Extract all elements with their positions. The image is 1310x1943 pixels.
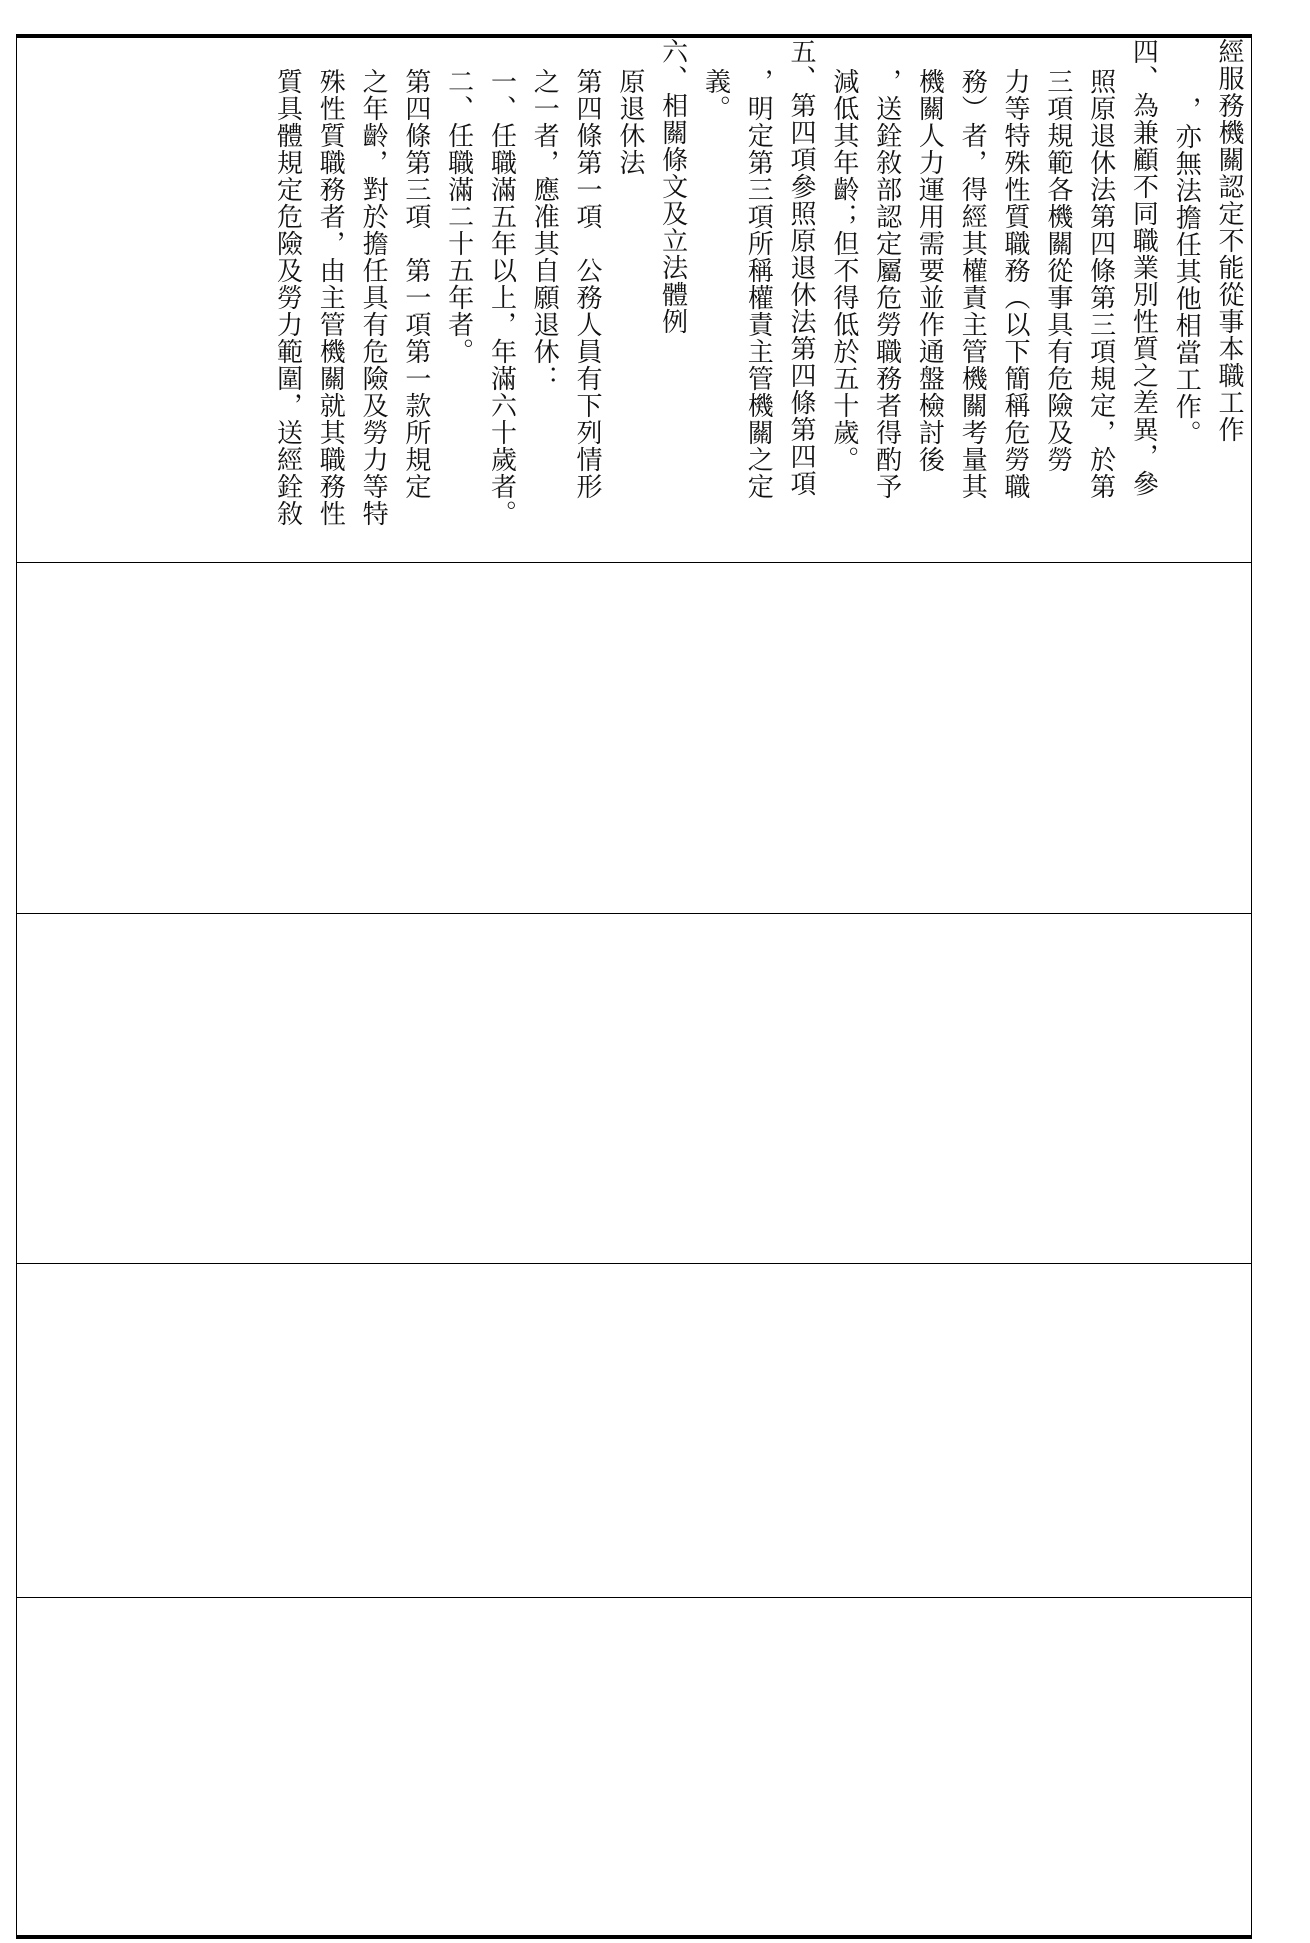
text-line: 六、相關條文及立法體例 xyxy=(657,38,688,335)
row-divider xyxy=(17,1263,1251,1264)
row-divider xyxy=(17,913,1251,914)
text-line: 第四條第三項 第一項第一款所規定 xyxy=(400,68,431,500)
text-line: 質具體規定危險及勞力範圍，送經銓敘 xyxy=(272,68,303,527)
text-line: 機關人力運用需要並作通盤檢討後 xyxy=(914,68,945,473)
text-line: 第四條第一項 公務人員有下列情形 xyxy=(572,68,603,500)
text-line: 二、任職滿二十五年者。 xyxy=(443,68,474,365)
text-line: 四、為兼顧不同職業別性質之差異，參 xyxy=(1128,38,1159,497)
text-line: 五、第四項參照原退休法第四條第四項 xyxy=(786,38,817,497)
text-line: 減低其年齡；但不得低於五十歲。 xyxy=(828,68,859,473)
row-divider xyxy=(17,1597,1251,1598)
text-line: 殊性質職務者，由主管機關就其職務性 xyxy=(315,68,346,527)
text-line: 一、任職滿五年以上，年滿六十歲者。 xyxy=(486,68,517,527)
text-line: 力等特殊性質職務（以下簡稱危勞職 xyxy=(1000,68,1031,500)
left-rule xyxy=(16,34,17,1939)
text-line: 原退休法 xyxy=(614,68,645,176)
row-divider xyxy=(17,562,1251,563)
text-line: 經服務機關認定不能從事本職工作 xyxy=(1214,38,1244,443)
text-line: ，亦無法擔任其他相當工作。 xyxy=(1171,96,1202,447)
text-line: 之一者，應准其自願退休： xyxy=(529,68,560,392)
explanation-text-cell xyxy=(22,38,1250,560)
text-line: 三項規範各機關從事具有危險及勞 xyxy=(1042,68,1073,473)
text-line: ，送銓敘部認定屬危勞職務者得酌予 xyxy=(871,68,902,500)
text-line: 義。 xyxy=(700,68,731,122)
right-rule xyxy=(1251,34,1252,1939)
text-line: 照原退休法第四條第三項規定，於第 xyxy=(1085,68,1116,500)
text-line: 之年齡，對於擔任具有危險及勞力等特 xyxy=(358,68,389,527)
text-line: 務）者，得經其權責主管機關考量其 xyxy=(957,68,988,500)
text-line: ，明定第三項所稱權責主管機關之定 xyxy=(743,68,774,500)
bottom-rule xyxy=(16,1935,1252,1939)
